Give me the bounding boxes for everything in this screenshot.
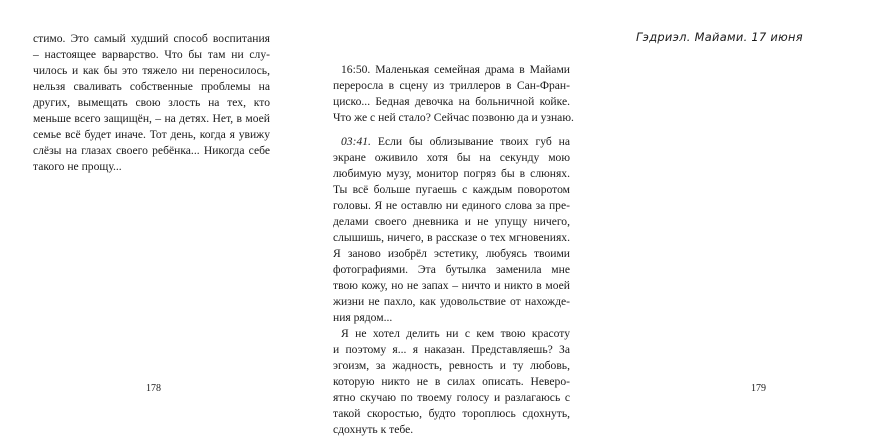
text-line: головы. Я не оставлю ни единого слова за пре-: [333, 199, 570, 212]
text-line: эгоизм, за жадность, ревность и ту любовь,: [333, 359, 570, 372]
text-line: экране оживило хотя бы на секунду мою: [333, 151, 570, 164]
text-line: циско... Бедная девочка на больничной койке.: [333, 95, 570, 108]
text-line: Ты всё больше пугаешь с каждым поворотом: [333, 183, 570, 196]
text-line: чилось и как бы это тяжело ни переносилось,: [33, 64, 270, 77]
text-line: такого не прощу...: [33, 160, 122, 173]
text-line: жизни не пахло, как удовольствие от нахожде-: [333, 295, 570, 308]
text-line: 16:50. Маленькая семейная драма в Майами: [341, 63, 570, 76]
text-line: слышишь, ничего, в рассказе о тех мгновениях.: [333, 231, 570, 244]
text-line: семье всё будет иначе. Тот день, когда я увижу: [33, 128, 270, 141]
diary-entry-header: Гэдриэл. Майами. 17 июня: [636, 30, 803, 44]
text-line: которую никто не в силах описать. Невеpo-: [333, 375, 570, 388]
text-line: твою кожу, но не запах – ничто и никто в моей: [333, 279, 570, 292]
paragraph-3: [333, 326, 570, 438]
right-page-text: [333, 62, 574, 438]
text-line: нельзя сваливать собственные проблемы на: [33, 80, 270, 93]
text-line: Что же с ней стало? Сейчас позвоню да и узнаю.: [333, 111, 574, 124]
text-line: Я не хотел делить ни с кем твою красоту: [341, 327, 570, 340]
text-line: стимо. Это самый худший способ воспитания: [33, 32, 270, 45]
text-line: делами своего дневника и не упущу ничего,: [333, 215, 570, 228]
text-line: Я заново изобрёл эстетику, любуясь твоими: [333, 247, 570, 260]
text-line: ния рядом...: [333, 311, 393, 324]
text-line: сдохнуть к тебе.: [333, 423, 414, 436]
text-line: и поэтому я... я наказан. Представляешь? За: [333, 343, 570, 356]
paragraph-2-first-line: 03:41. Если бы облизывание твоих губ на: [341, 135, 570, 148]
left-page-text: [33, 31, 270, 175]
text-line: любимую музу, монитор погряз бы в слюнях.: [333, 167, 570, 180]
text-line: ятно скучаю по твоему голосу и разлагаюсь с: [333, 391, 570, 404]
text-line: такой скоростью, будто тороплюсь сдохнуть,: [333, 407, 570, 420]
paragraph-1: [333, 62, 574, 126]
left-page-number: 178: [146, 383, 161, 394]
paragraph-2: [333, 134, 570, 326]
text-line: переросла в сцену из триллеров в Сан-Фран-: [333, 79, 570, 92]
timestamp: 03:41.: [341, 135, 371, 148]
text-line: – настоящее варварство. Что бы там ни слу-: [33, 48, 270, 61]
right-page-number: 179: [751, 383, 766, 394]
text-line: фотографиями. Эта бутылка заменила мне: [333, 263, 570, 276]
text-line: слёзы на глазах своего ребёнка... Никогда себе: [33, 144, 270, 157]
left-page: [0, 0, 300, 425]
text-line: других, вымещать свою злость на тех, кто: [33, 96, 270, 109]
text-line: меньше всего защищён, – на детях. Нет, в моей: [33, 112, 270, 125]
